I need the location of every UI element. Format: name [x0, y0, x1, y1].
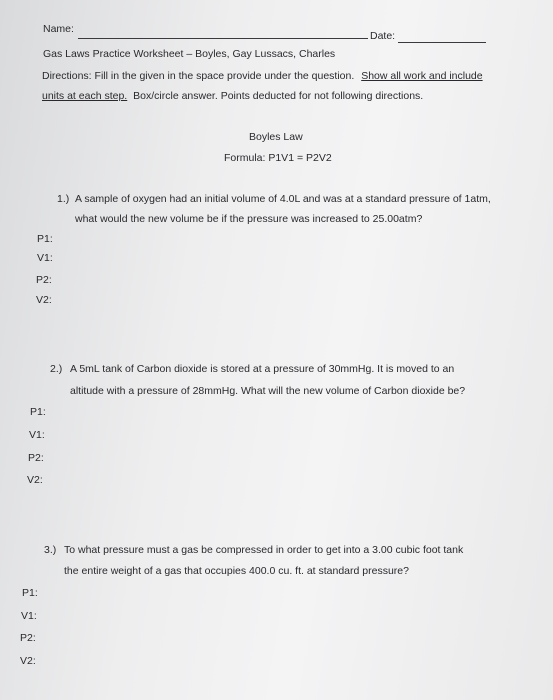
question-number: 3.) — [44, 544, 57, 556]
var-p1: P1: — [30, 406, 46, 418]
var-p1: P1: — [22, 587, 38, 599]
var-p1: P1: — [37, 233, 53, 245]
question-text-line-1: A sample of oxygen had an initial volume of 4.0L and was at a standard pressure of 1atm, — [75, 193, 491, 205]
var-v2: V2: — [20, 655, 36, 667]
var-v1: V1: — [21, 610, 37, 622]
name-line — [78, 38, 368, 39]
date-line — [398, 42, 486, 43]
var-p2: P2: — [36, 274, 52, 286]
directions-line-1 — [42, 70, 483, 82]
question-text-line-1: A 5mL tank of Carbon dioxide is stored at a pressure of 30mmHg. It is moved to an — [70, 363, 455, 375]
var-v1: V1: — [37, 252, 53, 264]
var-v1: V1: — [29, 429, 45, 441]
var-v2: V2: — [27, 474, 43, 486]
directions-label: Directions: — [42, 70, 92, 82]
date-label: Date: — [370, 30, 396, 42]
question-text-line-2: the entire weight of a gas that occupies 400.0 cu. ft. at standard pressure? — [64, 565, 409, 577]
directions-text: Fill in the given in the space provide under the question. — [94, 70, 355, 82]
question-number: 1.) — [57, 193, 70, 205]
directions-line-2 — [42, 90, 423, 102]
worksheet-title: Gas Laws Practice Worksheet – Boyles, Gay Lussacs, Charles — [43, 48, 336, 60]
question-text-line-2: altitude with a pressure of 28mmHg. What will the new volume of Carbon dioxide be? — [70, 385, 466, 397]
directions-units: units at each step. — [42, 90, 128, 102]
question-text-line-1: To what pressure must a gas be compressed in order to get into a 3.00 cubic foot tank — [64, 544, 464, 556]
directions-show-work: Show all work and include — [361, 70, 483, 82]
directions-end: Box/circle answer. Points deducted for not following directions. — [133, 90, 424, 102]
var-v2: V2: — [36, 294, 52, 306]
question-number: 2.) — [50, 363, 63, 375]
name-label: Name: — [43, 23, 74, 35]
question-text-line-2: what would the new volume be if the pressure was increased to 25.00atm? — [75, 213, 423, 225]
section-title: Boyles Law — [249, 131, 303, 143]
var-p2: P2: — [20, 632, 36, 644]
section-formula: Formula: P1V1 = P2V2 — [224, 152, 332, 164]
var-p2: P2: — [28, 452, 44, 464]
